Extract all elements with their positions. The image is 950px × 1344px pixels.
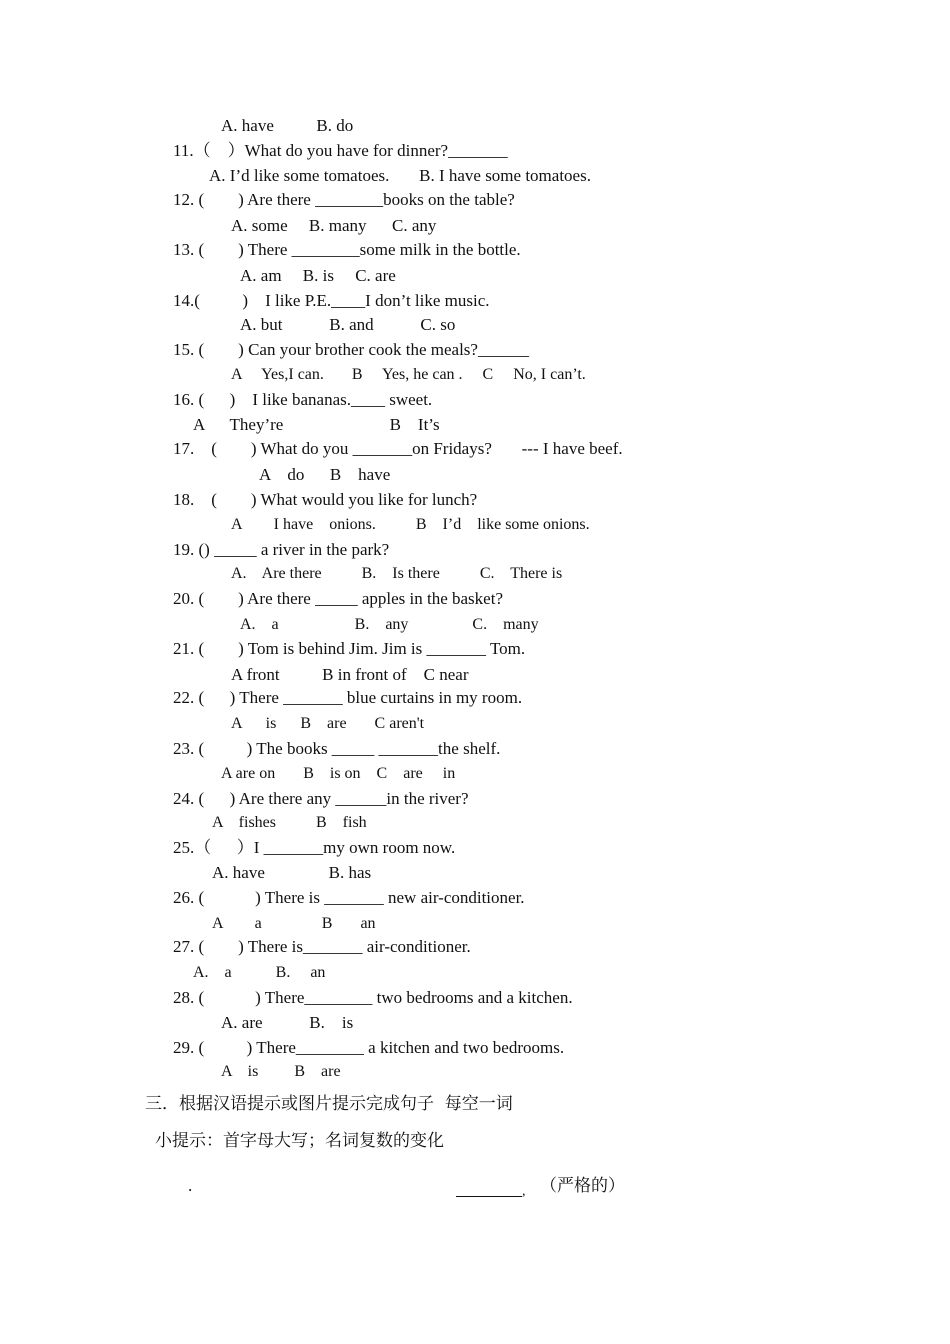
q14-options: A. but B. and C. so bbox=[240, 315, 456, 334]
q28-question: 28. ( ) There________ two bedrooms and a kitchen. bbox=[173, 988, 573, 1007]
q22-options: A is B are C aren't bbox=[231, 715, 425, 732]
q20-question: 20. ( ) Are there _____ apples in the basket? bbox=[173, 589, 503, 608]
q23-question: 23. ( ) The books _____ _______the shelf. bbox=[173, 739, 501, 758]
q24-question: 24. ( ) Are there any ______in the river? bbox=[173, 789, 469, 808]
q10-options: A. have B. do bbox=[221, 116, 354, 135]
q22-question: 22. ( ) There _______ blue curtains in my room. bbox=[173, 688, 523, 707]
q21-question: 21. ( ) Tom is behind Jim. Jim is _______ Tom. bbox=[173, 639, 526, 658]
item-comma: , bbox=[522, 1184, 526, 1199]
q20-options: A. a B. any C. many bbox=[240, 616, 539, 633]
section-3-hint: 小提示：首字母大写；名词复数的变化 bbox=[155, 1131, 444, 1151]
q21-options: A front B in front of C near bbox=[231, 665, 469, 684]
q27-options: A. a B. an bbox=[193, 964, 326, 981]
q19-question: 19. () _____ a river in the park? bbox=[173, 540, 390, 559]
q11-options: A. I’d like some tomatoes. B. I have some tomatoes. bbox=[209, 166, 591, 185]
q25-options: A. have B. has bbox=[212, 863, 372, 882]
q19-options: A. Are there B. Is there C. There is bbox=[231, 565, 563, 582]
item-dot: . bbox=[188, 1176, 193, 1195]
q27-question: 27. ( ) There is_______ air-conditioner. bbox=[173, 937, 471, 956]
q14-question: 14.( ) I like P.E.____I don’t like music. bbox=[173, 291, 490, 310]
chinese-gloss: （严格的） bbox=[540, 1176, 625, 1196]
q13-question: 13. ( ) There ________some milk in the bottle. bbox=[173, 240, 521, 259]
q25-question: 25.（ ）I _______my own room now. bbox=[173, 838, 456, 857]
q18-options: A I have onions. B I’d like some onions. bbox=[231, 516, 590, 533]
section-3-heading: 三．根据汉语提示或图片提示完成句子 每空一词 bbox=[145, 1094, 513, 1114]
q24-options: A fishes B fish bbox=[212, 814, 367, 831]
q26-question: 26. ( ) There is _______ new air-conditioner. bbox=[173, 888, 525, 907]
q11-question: 11.（ ）What do you have for dinner?_______ bbox=[173, 141, 508, 160]
q12-options: A. some B. many C. any bbox=[231, 216, 437, 235]
q12-question: 12. ( ) Are there ________books on the table? bbox=[173, 190, 515, 209]
q26-options: A a B an bbox=[212, 915, 376, 932]
q17-options: A do B have bbox=[259, 465, 391, 484]
answer-blank[interactable] bbox=[456, 1196, 522, 1197]
q29-question: 29. ( ) There________ a kitchen and two bedrooms. bbox=[173, 1038, 565, 1057]
q15-question: 15. ( ) Can your brother cook the meals?______ bbox=[173, 340, 529, 359]
q29-options: A is B are bbox=[221, 1063, 341, 1080]
q16-question: 16. ( ) I like bananas.____ sweet. bbox=[173, 390, 433, 409]
q17-question: 17. ( ) What do you _______on Fridays? --- I have beef. bbox=[173, 439, 623, 458]
q28-options: A. are B. is bbox=[221, 1013, 354, 1032]
q16-options: A They’re B It’s bbox=[193, 415, 440, 434]
q13-options: A. am B. is C. are bbox=[240, 266, 396, 285]
q18-question: 18. ( ) What would you like for lunch? bbox=[173, 490, 478, 509]
q15-options: A Yes,I can. B Yes, he can . C No, I can’t. bbox=[231, 366, 586, 383]
q23-options: A are on B is on C are in bbox=[221, 765, 456, 782]
